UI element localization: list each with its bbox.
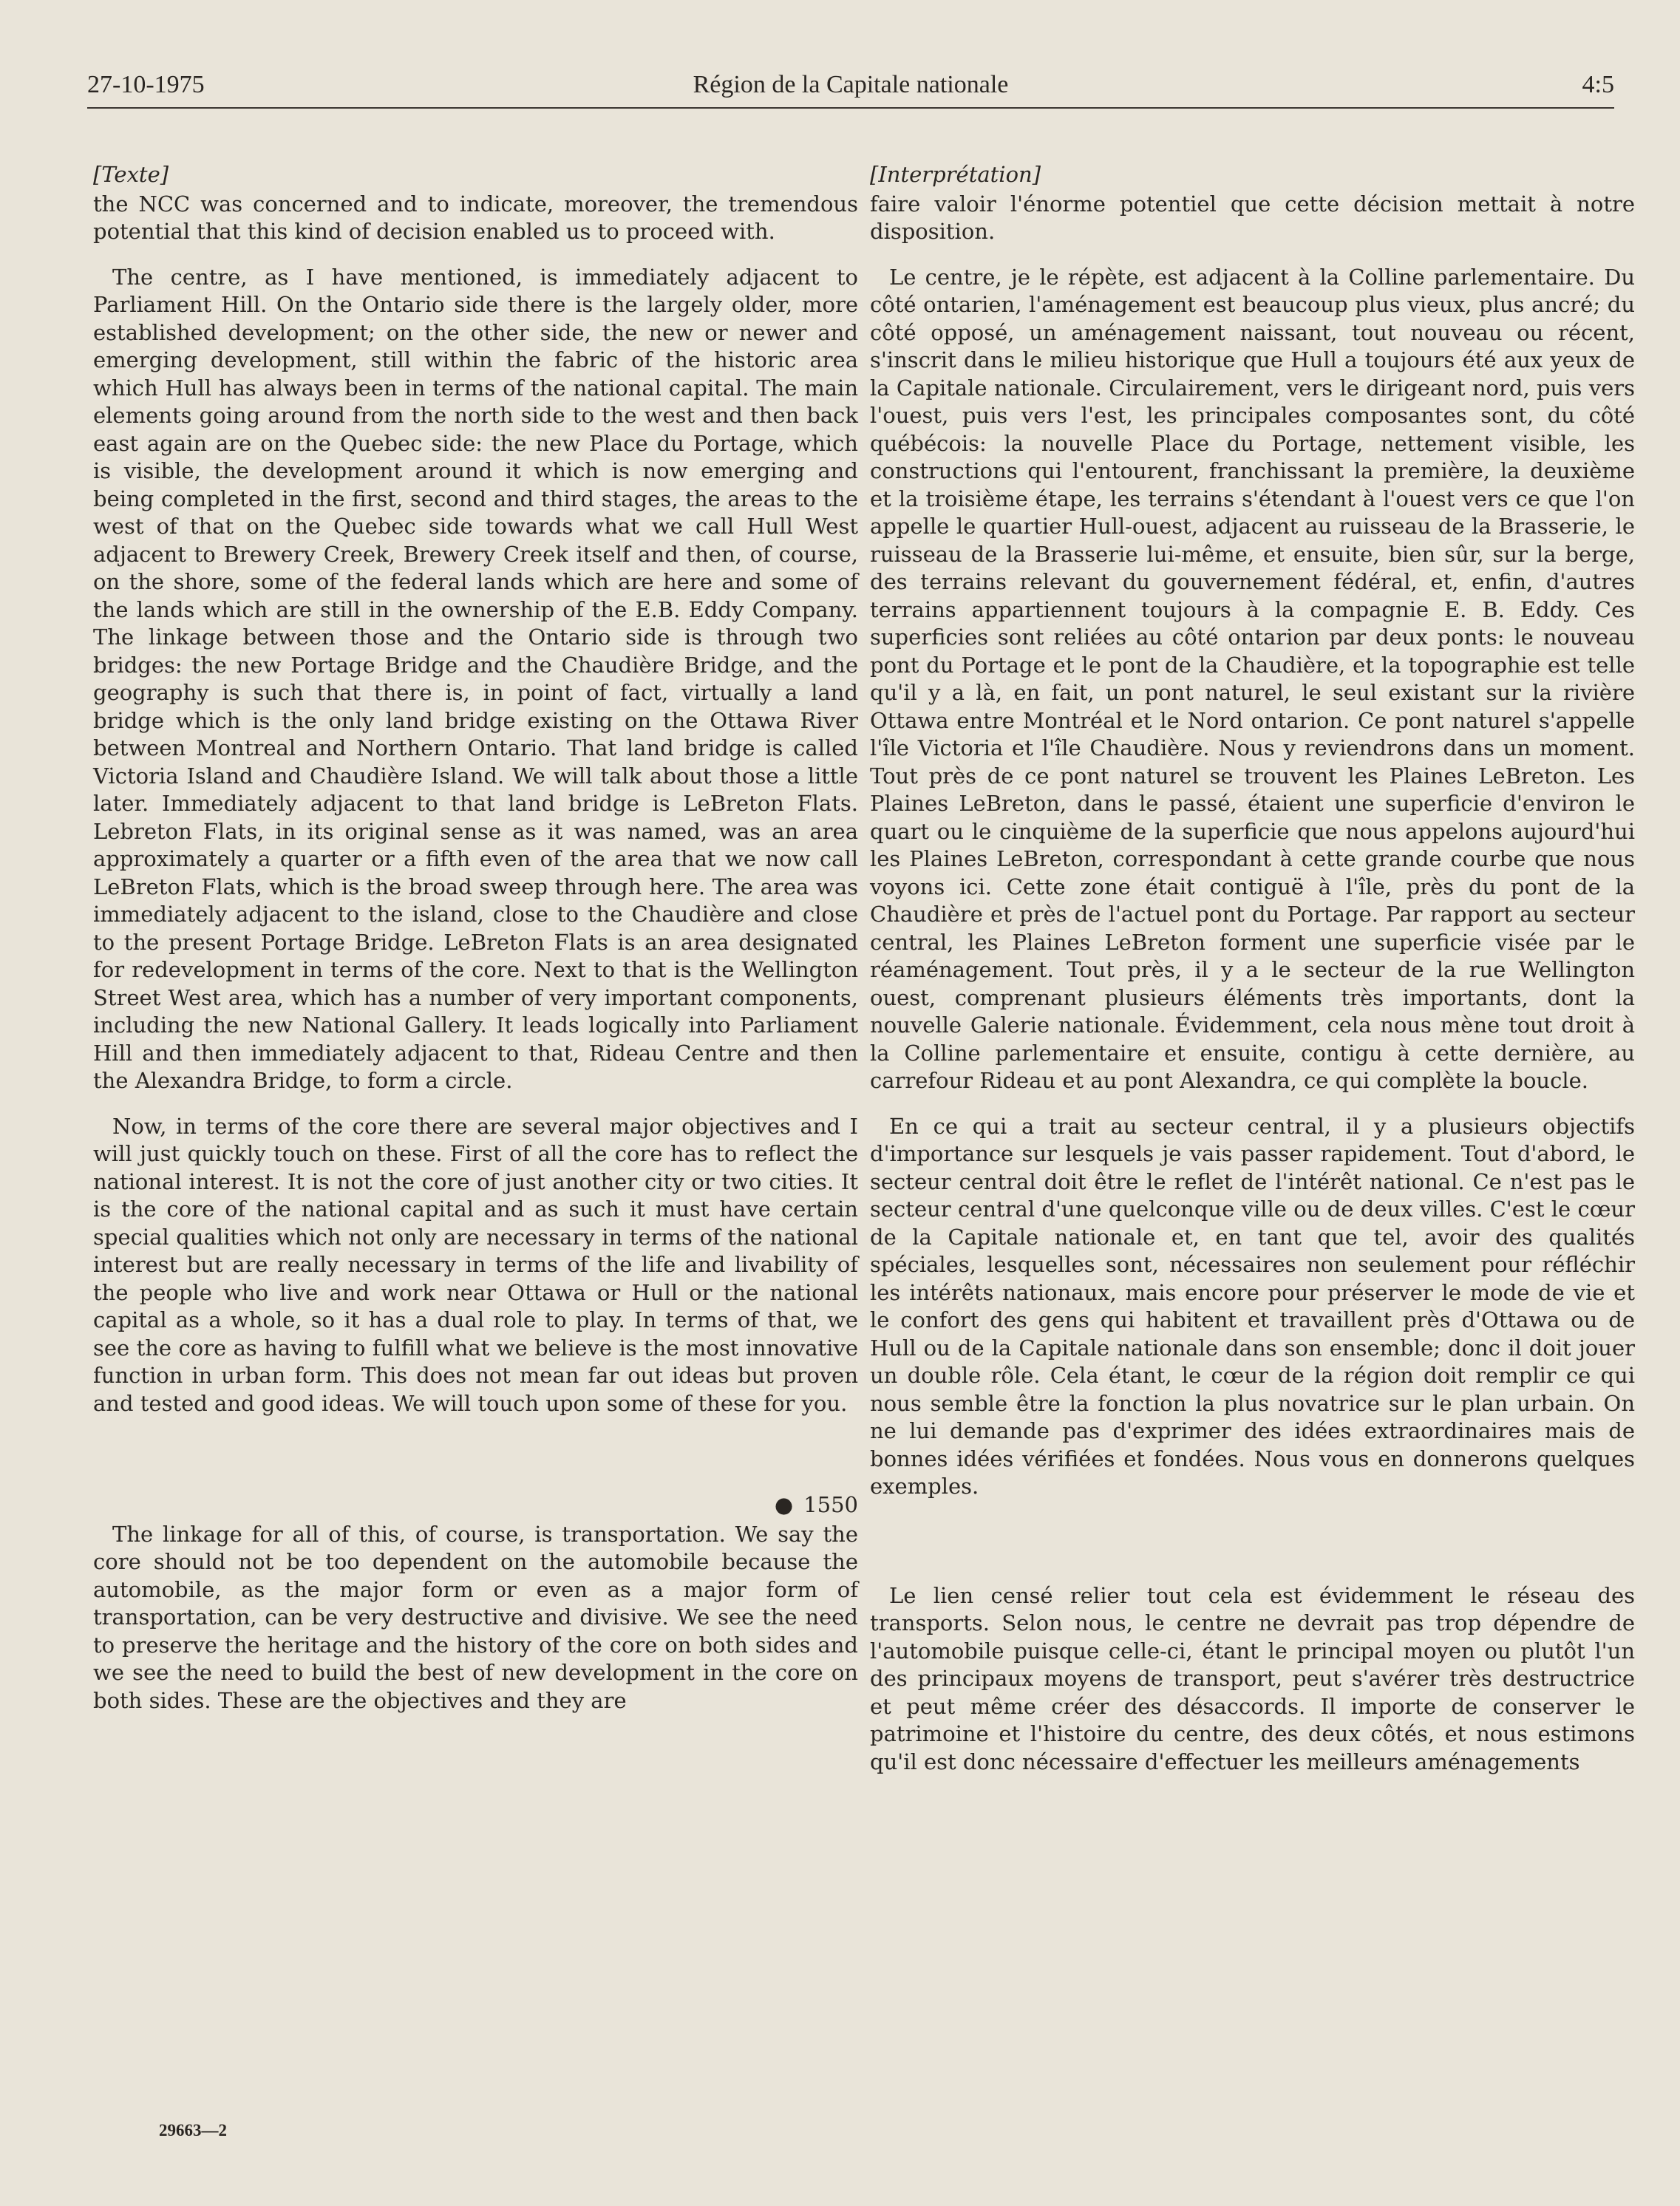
column-label-interpretation: [Interprétation]: [870, 162, 1041, 187]
running-header: [87, 68, 1614, 106]
paragraph: Le lien censé relier tout cela est évidemment le réseau des transports. Selon nous, le centre ne devrait pas trop dépendre de l'automobile puisque celle-ci, étant le principal moyen ou plutôt l'un des principaux moyens de transport, peut s'avérer très destructrice et peut même créer des désaccords. Il importe de conserver le patrimoine et l'histoire du centre, des deux côtés, et nous estimons qu'il est donc nécessaire d'effectuer les meilleurs aménagements: [870, 1582, 1635, 1774]
time-marker: [93, 1491, 858, 1519]
french-column: [870, 161, 1635, 1794]
paragraph: Le centre, je le répète, est adjacent à la Colline parlementaire. Du côté ontarien, l'aménagement est beaucoup plus vieux, plus ancré; du côté opposé, un aménagement naissant, tout nouveau ou récent, s'inscrit dans le milieu historique que Hull a toujours été aux yeux de la Capitale nationale. Circulairement, vers le dirigeant nord, puis vers l'ouest, puis vers l'est, les principales composantes sont, du côté québécois: la nouvelle Place du Portage, nettement visible, les constructions qui l'entourent, franchissant la première, la deuxième et la troisième étape, les terrains s'étendant à l'ouest vers ce que l'on appelle le quartier Hull-ouest, adjacent au ruisseau de la Brasserie, le ruisseau de la Brasserie lui-même, et ensuite, bien sûr, sur la berge, des terrains relevant du gouvernement fédéral, et, enfin, d'autres terrains appartiennent toujours à la compagnie E. B. Eddy. Ces superficies sont reliées au côté ontarion par deux ponts: le nouveau pont du Portage et le pont de la Chaudière, et la topographie est telle qu'il y a là, en fait, un pont naturel, le seul existant sur la rivière Ottawa entre Montréal et le Nord ontarion. Ce pont naturel s'appelle l'île Victoria et l'île Chaudière. Nous y reviendrons dans un moment. Tout près de ce pont naturel se trouvent les Plaines LeBreton. Les Plaines LeBreton, dans le passé, étaient une superficie d'environ le quart ou le cinquième de la superficie que nous appelons aujourd'hui les Plaines LeBreton, correspondant à cette grande courbe que nous voyons ici. Cette zone était contiguë à l'île, près du pont de la Chaudière et près de l'actuel pont du Portage. Par rapport au secteur central, les Plaines LeBreton forment une superficie visée par le réaménagement. Tout près, il y a le secteur de la rue Wellington ouest, comprenant plusieurs éléments très importants, dont la nouvelle Galerie nationale. Évidemment, cela nous mène tout droit à la Colline parlementaire et ensuite, contigu à cette dernière, au carrefour Rideau et au pont Alexandra, ce qui complète la boucle.: [870, 264, 1635, 1093]
paragraph: the NCC was concerned and to indicate, moreover, the tremendous potential that this kind of decision enabled us to proceed with.: [93, 191, 858, 244]
paragraph: The linkage for all of this, of course, is transportation. We say the core should not be too dependent on the automobile because the automobile, as the major form or even as a major form of transportation, can be very destructive and divisive. We see the need to preserve the heritage and the history of the core on both sides and we see the need to build the best of new development in the core on both sides. These are the objectives and they are: [93, 1521, 858, 1713]
paragraph: En ce qui a trait au secteur central, il y a plusieurs objectifs d'importance sur lesquels je vais passer rapidement. Tout d'abord, le secteur central doit être le reflet de l'intérêt national. Ce n'est pas le secteur central d'une quelconque ville ou de deux villes. C'est le cœur de la Capitale nationale et, en tant que tel, avoir des qualités spéciales, lesquelles sont, nécessaires non seulement pour réfléchir les intérêts nationaux, mais encore pour préserver le mode de vie et le confort des gens qui habitent et travaillent près d'Ottawa ou de Hull ou de la Capitale nationale dans son ensemble; donc il doit jouer un double rôle. Cela étant, le cœur de la région doit remplir ce qui nous semble être la fonction la plus novatrice sur le plan urbain. On ne lui demande pas d'exprimer des idées extraordinaires mais de bonnes idées vérifiées et fondées. Nous vous en donnerons quelques exemples.: [870, 1113, 1635, 1499]
paragraph: The centre, as I have mentioned, is immediately adjacent to Parliament Hill. On the Ontario side there is the largely older, more established development; on the other side, the new or newer and emerging development, still within the fabric of the historic area which Hull has always been in terms of the national capital. The main elements going around from the north side to the west and then back east again are on the Quebec side: the new Place du Portage, which is visible, the development around it which is now emerging and being completed in the first, second and third stages, the areas to the west of that on the Quebec side towards what we call Hull West adjacent to Brewery Creek, Brewery Creek itself and then, of course, on the shore, some of the federal lands which are here and some of the lands which are still in the ownership of the E.B. Eddy Company. The linkage between those and the Ontario side is through two bridges: the new Portage Bridge and the Chaudière Bridge, and the geography is such that there is, in point of fact, virtually a land bridge which is the only land bridge existing on the Ottawa River between Montreal and Northern Ontario. That land bridge is called Victoria Island and Chaudière Island. We will talk about those a little later. Immediately adjacent to that land bridge is LeBreton Flats. Lebreton Flats, in its original sense as it was named, was an area approximately a quarter or a fifth even of the area that we now call LeBreton Flats, which is the broad sweep through here. The area was immediately adjacent to the island, close to the Chaudière and close to the present Portage Bridge. LeBreton Flats is an area designated for redevelopment in terms of the core. Next to that is the Wellington Street West area, which has a number of very important components, including the new National Gallery. It leads logically into Parliament Hill and then immediately adjacent to that, Rideau Centre and then the Alexandra Bridge, to form a circle.: [93, 264, 858, 1093]
column-label-texte: [Texte]: [93, 162, 169, 187]
time-marker-value: 1550: [803, 1492, 858, 1517]
header-title: Région de la Capitale nationale: [693, 71, 1009, 98]
header-date: 27-10-1975: [87, 71, 205, 98]
footer-code: 29663—2: [159, 2121, 227, 2139]
column-gap: [870, 1519, 1635, 1582]
header-rule: [87, 107, 1614, 109]
bullet-icon: ●: [774, 1492, 794, 1517]
english-column: [93, 161, 858, 1732]
header-page-number: 4:5: [1582, 71, 1614, 98]
paragraph: Now, in terms of the core there are several major objectives and I will just quickly touch on these. First of all the core has to reflect the national interest. It is not the core of just another city or two cities. It is the core of the national capital and as such it must have certain special qualities which not only are necessary in terms of the national interest but are really necessary in terms of the life and livability of the people who live and work near Ottawa or Hull or the national capital as a whole, so it has a dual role to play. In terms of that, we see the core as having to fulfill what we believe is the most innovative function in urban form. This does not mean far out ideas but proven and tested and good ideas. We will touch upon some of these for you.: [93, 1113, 858, 1416]
paragraph: faire valoir l'énorme potentiel que cette décision mettait à notre disposition.: [870, 191, 1635, 244]
